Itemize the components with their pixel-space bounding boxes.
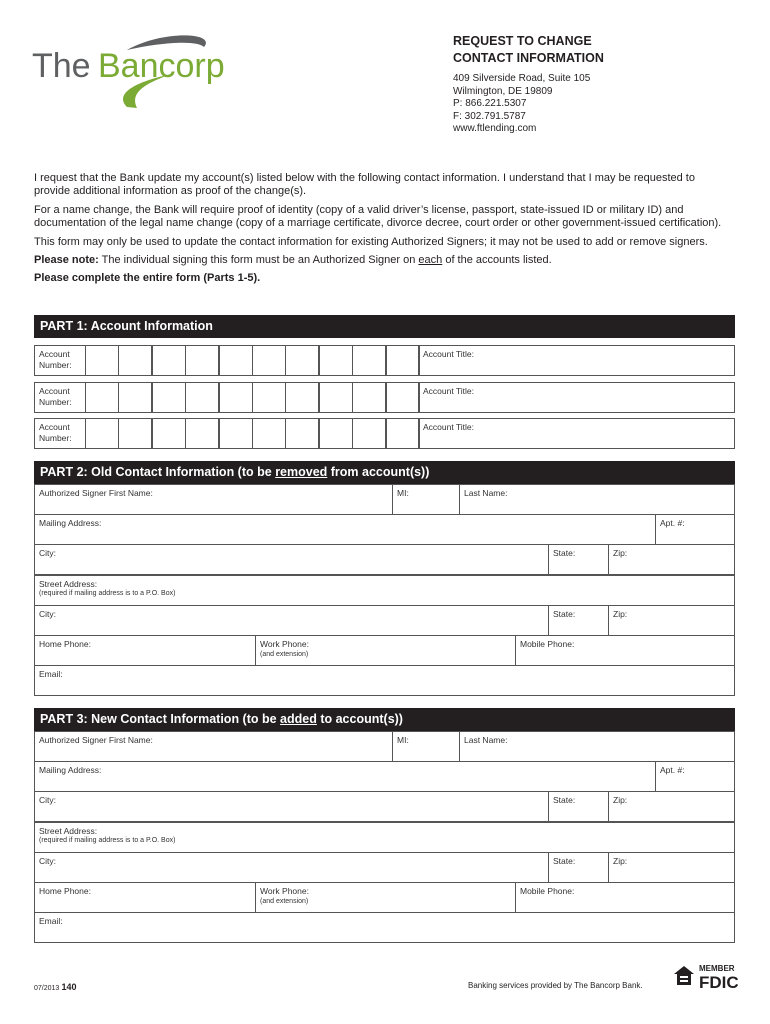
fdic-logo xyxy=(699,964,739,991)
note-label: Please note: xyxy=(34,254,99,267)
last-name-field[interactable] xyxy=(459,484,735,515)
street-address-field-label: (required if mailing address is to a P.O. Box) xyxy=(39,837,176,845)
email-field-label: Email: xyxy=(39,669,63,680)
account-digit-box[interactable] xyxy=(219,345,253,376)
account-number-label-cell xyxy=(34,345,86,376)
first-name-field-label: Authorized Signer First Name: xyxy=(39,488,153,498)
city-field[interactable] xyxy=(34,605,549,636)
account-digit-box[interactable] xyxy=(185,382,219,413)
bancorp-logo xyxy=(32,32,242,112)
part3-header xyxy=(34,708,735,731)
account-digit-box[interactable] xyxy=(152,418,186,449)
account-digit-box[interactable] xyxy=(285,382,319,413)
mailing-address-field[interactable] xyxy=(34,514,656,545)
city-field-label: City: xyxy=(39,608,56,619)
part2-title-emphasis: removed xyxy=(275,465,328,479)
zip-field[interactable] xyxy=(608,605,735,636)
account-digit-box[interactable] xyxy=(285,345,319,376)
address-line: Wilmington, DE 19809 xyxy=(453,85,553,97)
account-digit-box[interactable] xyxy=(352,345,386,376)
mobile-phone-field[interactable] xyxy=(515,635,735,666)
apt-field-label: Apt. #: xyxy=(660,518,685,529)
zip-field-label: Zip: xyxy=(613,795,628,806)
footer-code xyxy=(34,982,77,992)
account-digit-box[interactable] xyxy=(285,418,319,449)
mobile-phone-field-label: Mobile Phone: xyxy=(520,639,575,649)
account-digit-box[interactable] xyxy=(85,345,119,376)
last-name-field[interactable] xyxy=(459,731,735,762)
svg-text:Bancorp: Bancorp xyxy=(98,47,225,85)
city-field-label: City: xyxy=(39,855,56,866)
account-digit-box[interactable] xyxy=(219,382,253,413)
fax: F: 302.791.5787 xyxy=(453,110,526,122)
email-field-label: Email: xyxy=(39,916,63,927)
account-digit-box[interactable] xyxy=(85,418,119,449)
state-field-label: State: xyxy=(553,548,576,559)
home-phone-field[interactable] xyxy=(34,635,256,666)
account-title-field[interactable] xyxy=(418,382,735,413)
fdic-label: FDIC xyxy=(699,973,739,992)
state-field[interactable] xyxy=(548,544,609,575)
account-title-field-label: Account Title: xyxy=(423,349,475,359)
phone: P: 866.221.5307 xyxy=(453,98,527,110)
part2-title: from account(s)) xyxy=(327,465,430,479)
account-digit-box[interactable] xyxy=(118,382,152,413)
intro-p2: For a name change, the Bank will require proof of identity (copy of a valid driver’s license, passport, state-issued ID or military ID) and documentation of the legal name change (copy of a marriage certificate, divorce decree, court order or other government-issued certification). xyxy=(34,203,722,230)
account-number-label-cell-label: Account Number: xyxy=(39,422,72,443)
state-field-label: State: xyxy=(553,795,576,806)
city-field[interactable] xyxy=(34,791,549,822)
work-phone-field[interactable] xyxy=(255,635,516,666)
intro-p3: This form may only be used to update the contact information for existing Authorized Signers; it may not be used to add or remove signers. xyxy=(34,235,708,248)
account-digit-box[interactable] xyxy=(118,418,152,449)
mi-field[interactable] xyxy=(392,731,460,762)
account-digit-box[interactable] xyxy=(319,382,353,413)
bank-address xyxy=(453,73,590,136)
work-phone-field-label: (and extension) xyxy=(260,650,309,658)
account-digit-box[interactable] xyxy=(185,418,219,449)
part3-title: to account(s)) xyxy=(316,712,403,726)
work-phone-field[interactable] xyxy=(255,882,516,913)
part1-header: PART 1: Account Information xyxy=(34,315,735,338)
mailing-address-field-label: Mailing Address: xyxy=(39,765,102,776)
street-address-field-label: Street Address: xyxy=(39,825,98,836)
email-field[interactable] xyxy=(34,912,735,943)
svg-text:The: The xyxy=(32,47,91,85)
street-address-field[interactable] xyxy=(34,575,735,606)
account-title-field-label: Account Title: xyxy=(423,422,475,432)
apt-field[interactable] xyxy=(655,761,735,792)
mailing-address-field-label: Mailing Address: xyxy=(39,518,102,529)
form-number: 140 xyxy=(61,982,77,992)
email-field[interactable] xyxy=(34,665,735,696)
mailing-address-field[interactable] xyxy=(34,761,656,792)
equal-housing-icon xyxy=(673,965,695,989)
home-phone-field-label: Home Phone: xyxy=(39,886,91,896)
title-line-1: REQUEST TO CHANGE xyxy=(453,34,592,48)
state-field-label: State: xyxy=(553,855,576,866)
zip-field-label: Zip: xyxy=(613,608,628,619)
first-name-field[interactable] xyxy=(34,731,393,762)
note-text: The individual signing this form must be an Authorized Signer on xyxy=(98,254,419,267)
title-line-2: CONTACT INFORMATION xyxy=(453,51,604,65)
account-digit-box[interactable] xyxy=(252,418,286,449)
street-address-field[interactable] xyxy=(34,822,735,853)
city-field-label: City: xyxy=(39,548,56,559)
street-address-field-label: (required if mailing address is to a P.O. Box) xyxy=(39,590,176,598)
work-phone-field-label: (and extension) xyxy=(260,897,309,905)
intro-p1: I request that the Bank update my account(s) listed below with the following contact information. I understand that I may be requested to provide additional information as proof of the change(s). xyxy=(34,172,695,198)
account-digit-box[interactable] xyxy=(152,345,186,376)
mi-field[interactable] xyxy=(392,484,460,515)
last-name-field-label: Last Name: xyxy=(464,735,508,745)
mobile-phone-field-label: Mobile Phone: xyxy=(520,886,575,896)
account-number-label-cell-label: Account Number: xyxy=(39,349,72,370)
city-field[interactable] xyxy=(34,544,549,575)
apt-field[interactable] xyxy=(655,514,735,545)
account-digit-box[interactable] xyxy=(352,418,386,449)
zip-field[interactable] xyxy=(608,791,735,822)
first-name-field[interactable] xyxy=(34,484,393,515)
part2-title: PART 2: Old Contact Information (to be xyxy=(40,465,276,479)
apt-field-label: Apt. #: xyxy=(660,765,685,776)
account-digit-box[interactable] xyxy=(185,345,219,376)
last-name-field-label: Last Name: xyxy=(464,488,508,498)
intro-note xyxy=(34,254,734,267)
address-line: 409 Silverside Road, Suite 105 xyxy=(453,73,591,84)
account-digit-box[interactable] xyxy=(219,418,253,449)
website: www.ftlending.com xyxy=(453,123,537,135)
part2-header xyxy=(34,461,735,484)
state-field[interactable] xyxy=(548,605,609,636)
mobile-phone-field[interactable] xyxy=(515,882,735,913)
zip-field-label: Zip: xyxy=(613,855,628,866)
home-phone-field[interactable] xyxy=(34,882,256,913)
footer-provided: Banking services provided by The Bancorp Bank. xyxy=(468,981,643,990)
note-text: of the accounts listed. xyxy=(442,254,552,267)
account-digit-box[interactable] xyxy=(319,418,353,449)
city-field[interactable] xyxy=(34,852,549,883)
note-emphasis: each xyxy=(418,254,443,267)
intro-text xyxy=(34,172,734,291)
account-digit-box[interactable] xyxy=(252,345,286,376)
street-address-field-label: Street Address: xyxy=(39,578,98,589)
account-digit-box[interactable] xyxy=(319,345,353,376)
form-date: 07/2013 xyxy=(34,985,60,992)
zip-field[interactable] xyxy=(608,852,735,883)
account-digit-box[interactable] xyxy=(352,382,386,413)
part3-title-emphasis: added xyxy=(280,712,317,726)
home-phone-field-label: Home Phone: xyxy=(39,639,91,649)
part3-title: PART 3: New Contact Information (to be xyxy=(40,712,281,726)
first-name-field-label: Authorized Signer First Name: xyxy=(39,735,153,745)
form-title xyxy=(453,33,604,67)
state-field-label: State: xyxy=(553,608,576,619)
intro-complete: Please complete the entire form (Parts 1-5). xyxy=(34,272,261,285)
city-field-label: City: xyxy=(39,795,56,806)
work-phone-field-label: Work Phone: xyxy=(260,639,309,649)
mi-field-label: MI: xyxy=(397,735,409,745)
work-phone-field-label: Work Phone: xyxy=(260,886,309,896)
account-digit-box[interactable] xyxy=(252,382,286,413)
account-digit-box[interactable] xyxy=(386,345,420,376)
account-number-label-cell xyxy=(34,418,86,449)
account-title-field[interactable] xyxy=(418,345,735,376)
account-digit-box[interactable] xyxy=(386,382,420,413)
account-title-field[interactable] xyxy=(418,418,735,449)
member-label: MEMBER xyxy=(699,964,735,973)
account-number-label-cell-label: Account Number: xyxy=(39,386,72,407)
account-number-label-cell xyxy=(34,382,86,413)
zip-field[interactable] xyxy=(608,544,735,575)
state-field[interactable] xyxy=(548,791,609,822)
account-digit-box[interactable] xyxy=(386,418,420,449)
mi-field-label: MI: xyxy=(397,488,409,498)
account-digit-box[interactable] xyxy=(85,382,119,413)
account-title-field-label: Account Title: xyxy=(423,386,475,396)
account-digit-box[interactable] xyxy=(118,345,152,376)
account-digit-box[interactable] xyxy=(152,382,186,413)
zip-field-label: Zip: xyxy=(613,548,628,559)
state-field[interactable] xyxy=(548,852,609,883)
